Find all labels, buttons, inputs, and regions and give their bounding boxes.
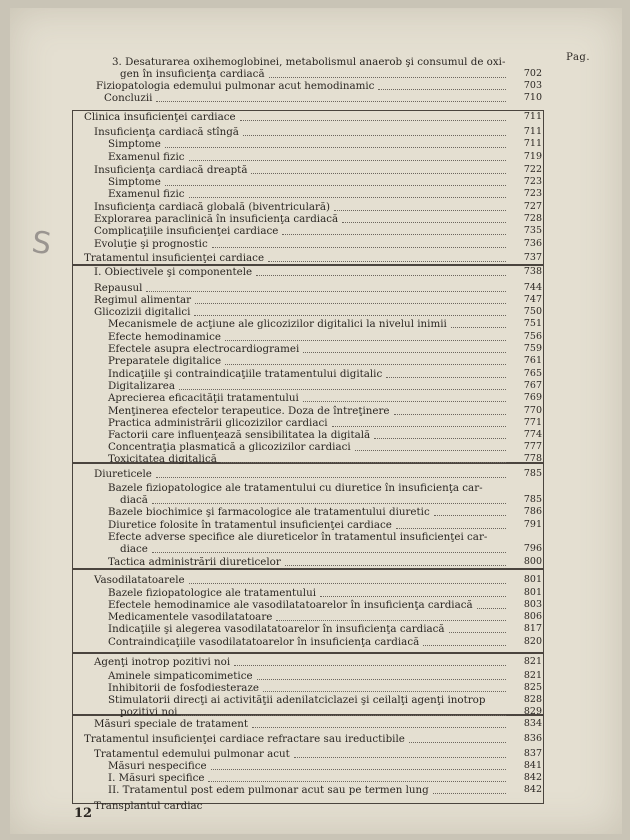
toc-entry (94, 201, 550, 213)
toc-entry (108, 151, 550, 163)
toc-entry-title: Insuficienţa cardiacă dreaptă (94, 164, 248, 176)
toc-entry (108, 331, 550, 343)
toc-entry-title: I. Măsuri specifice (108, 772, 205, 784)
toc-entry (108, 694, 550, 706)
book-page (10, 8, 622, 834)
toc-entry-page: 834 (523, 718, 542, 729)
toc-entry (112, 56, 550, 68)
toc-entry-title: 3. Desaturarea oxihemoglobinei, metabolismul anaerob şi consumul de oxi- (112, 56, 506, 68)
toc-entry-page: 821 (523, 656, 542, 667)
toc-entry-page: 719 (523, 151, 542, 162)
toc-entry-title: Repausul (94, 282, 143, 294)
toc-entry (108, 392, 550, 404)
toc-entry-page: 756 (523, 331, 542, 342)
toc-entry (94, 306, 550, 318)
dot-leader (451, 326, 506, 328)
toc-entry (108, 506, 550, 518)
toc-entry-page: 829 (523, 706, 542, 717)
toc-entry (94, 468, 550, 480)
dot-leader (146, 290, 506, 292)
toc-entry-page: 842 (523, 784, 542, 795)
toc-entry (108, 368, 550, 380)
toc-entry-title: Toxicitatea digitalică (108, 453, 217, 465)
toc-entry-title: Explorarea paraclinică în insuficienţa cardiacă (94, 213, 339, 225)
toc-entry (96, 80, 550, 92)
dot-leader (423, 644, 506, 646)
dot-leader (268, 260, 506, 262)
dot-leader (294, 756, 506, 758)
toc-entry (108, 355, 550, 367)
dot-leader (165, 184, 506, 186)
dot-leader (320, 595, 506, 597)
toc-entry (108, 417, 550, 429)
toc-entry (94, 574, 550, 586)
dot-leader (189, 582, 506, 584)
page-column-header: Pag. (566, 52, 590, 63)
dot-leader (332, 425, 506, 427)
toc-entry-page: 836 (523, 733, 542, 744)
toc-entry-page: 736 (523, 238, 542, 249)
toc-entry-title: Concentraţia plasmatică a glicozizilor cardiaci (108, 441, 351, 453)
toc-entry (108, 682, 550, 694)
toc-entry-page: 771 (523, 417, 542, 428)
dot-leader (234, 664, 506, 666)
toc-entry (94, 126, 550, 138)
toc-entry-page: 820 (523, 636, 542, 647)
toc-entry (94, 164, 550, 176)
toc-entry-page: 711 (523, 126, 542, 137)
toc-entry-page: 711 (523, 111, 542, 122)
toc-entry-title: Bazele fiziopatologice ale tratamentului cu diuretice în insuficienţa car- (108, 482, 483, 494)
toc-entry-title: Bazele fiziopatologice ale tratamentului (108, 587, 316, 599)
toc-entry (120, 494, 550, 506)
dot-leader (189, 196, 506, 198)
table-of-contents (10, 8, 622, 834)
toc-entry (108, 587, 550, 599)
toc-entry (108, 176, 550, 188)
toc-entry-title: Efectele hemodinamice ale vasodilatatoarelor în insuficienţa cardiacă (108, 599, 473, 611)
toc-entry (108, 670, 550, 682)
toc-entry-title: Bazele biochimice şi farmacologice ale tratamentului diuretic (108, 506, 430, 518)
toc-entry (108, 405, 550, 417)
toc-entry-title: Vasodilatatoarele (94, 574, 185, 586)
toc-entry-title: diace (120, 543, 148, 555)
toc-entry-page: 770 (523, 405, 542, 416)
toc-entry-title: Simptome (108, 138, 161, 150)
toc-entry-page: 711 (523, 138, 542, 149)
toc-entry-page: 806 (523, 611, 542, 622)
dot-leader (195, 302, 506, 304)
toc-entry-title: Aminele simpaticomimetice (108, 670, 253, 682)
toc-entry-page: 710 (523, 92, 542, 103)
toc-entry-page: 841 (523, 760, 542, 771)
dot-leader (225, 363, 506, 365)
toc-entry (84, 252, 550, 264)
dot-leader (252, 726, 506, 728)
dot-leader (263, 690, 506, 692)
toc-entry (94, 282, 550, 294)
toc-entry-page: 728 (523, 213, 542, 224)
toc-entry-title: Examenul fizic (108, 151, 185, 163)
toc-entry-page: 796 (523, 543, 542, 554)
toc-entry-title: Preparatele digitalice (108, 355, 222, 367)
toc-entry-page: 761 (523, 355, 542, 366)
toc-entry (84, 111, 550, 123)
dot-leader (378, 88, 506, 90)
dot-leader (396, 527, 506, 529)
toc-entry-title: Tratamentul edemului pulmonar acut (94, 748, 290, 760)
toc-entry-title: Factorii care influenţează sensibilitatea la digitală (108, 429, 371, 441)
toc-entry-title: Evoluţie şi prognostic (94, 238, 208, 250)
toc-entry (108, 318, 550, 330)
toc-entry-title: Practica administrării glicozizilor cardiaci (108, 417, 328, 429)
toc-entry-title: Insuficienţa cardiacă stîngă (94, 126, 239, 138)
toc-entry-title: Complicaţiile insuficienţei cardiace (94, 225, 279, 237)
toc-entry (120, 543, 550, 555)
toc-entry-title: Concluzii (104, 92, 153, 104)
toc-entry (108, 556, 550, 568)
toc-entry-title: Regimul alimentar (94, 294, 192, 306)
toc-entry-title: Medicamentele vasodilatatoare (108, 611, 273, 623)
toc-entry-page: 842 (523, 772, 542, 783)
dot-leader (156, 476, 506, 478)
toc-entry-title: I. Obiectivele şi componentele (94, 266, 253, 278)
toc-entry-page: 777 (523, 441, 542, 452)
toc-entry-page: 765 (523, 368, 542, 379)
dot-leader (374, 437, 506, 439)
toc-entry (94, 656, 550, 668)
toc-entry-page: 769 (523, 392, 542, 403)
dot-leader (342, 221, 506, 223)
toc-entry (108, 772, 550, 784)
toc-entry-title: Aprecierea eficacităţii tratamentului (108, 392, 299, 404)
toc-entry-title: Insuficienţa cardiacă globală (biventriculară) (94, 201, 331, 213)
toc-entry-title: pozitivi noi (120, 706, 178, 718)
toc-entry-title: Menţinerea efectelor terapeutice. Doza de întreţinere (108, 405, 390, 417)
dot-leader (256, 274, 506, 276)
toc-entry-page: 735 (523, 225, 542, 236)
toc-entry-page: 747 (523, 294, 542, 305)
toc-entry-title: Indicaţiile şi contraindicaţiile tratamentului digitalic (108, 368, 383, 380)
toc-entry (108, 343, 550, 355)
dot-leader (257, 678, 506, 680)
toc-entry-page: 759 (523, 343, 542, 354)
toc-entry-page: 738 (523, 266, 542, 277)
toc-entry-page: 801 (523, 574, 542, 585)
toc-entry-title: Contraindicaţiile vasodilatatoarelor în insuficienţa cardiacă (108, 636, 420, 648)
dot-leader (276, 619, 506, 621)
toc-entry-title: Tratamentul insuficienţei cardiace (84, 252, 265, 264)
toc-entry (94, 225, 550, 237)
toc-entry-title: Examenul fizic (108, 188, 185, 200)
dot-leader (394, 413, 507, 415)
toc-entry (120, 68, 550, 80)
toc-entry-page: 817 (523, 623, 542, 634)
dot-leader (386, 376, 506, 378)
dot-leader (409, 741, 506, 743)
dot-leader (152, 502, 506, 504)
toc-entry (108, 188, 550, 200)
toc-entry-title: Măsuri nespecifice (108, 760, 207, 772)
toc-entry-title: Inhibitorii de fosfodiesteraze (108, 682, 259, 694)
toc-entry-title: Efecte hemodinamice (108, 331, 221, 343)
toc-entry (108, 623, 550, 635)
toc-entry-page: 828 (523, 694, 542, 705)
toc-entry (120, 706, 550, 718)
page-number: 12 (74, 806, 93, 821)
dot-leader (303, 351, 506, 353)
toc-entry (108, 453, 550, 465)
dot-leader (156, 100, 506, 102)
toc-entry-page: 722 (523, 164, 542, 175)
toc-entry (108, 531, 550, 543)
dot-leader (243, 134, 506, 136)
dot-leader (434, 514, 506, 516)
toc-entry-title: Efecte adverse specifice ale diureticelor în tratamentul insuficienţei car- (108, 531, 488, 543)
toc-entry-page: 723 (523, 188, 542, 199)
toc-entry (84, 733, 550, 745)
dot-leader (433, 792, 506, 794)
toc-entry-page: 727 (523, 201, 542, 212)
toc-entry (108, 760, 550, 772)
toc-entry-title: Mecanismele de acţiune ale glicozizilor digitalici la nivelul inimii (108, 318, 447, 330)
toc-entry-title: Măsuri speciale de tratament (94, 718, 248, 730)
toc-entry-title: Agenţi inotrop pozitivi noi (94, 656, 231, 668)
dot-leader (225, 339, 506, 341)
toc-entry-page: 825 (523, 682, 542, 693)
toc-entry-title: Efectele asupra electrocardiogramei (108, 343, 300, 355)
toc-entry (94, 748, 550, 760)
toc-entry (94, 213, 550, 225)
toc-entry-page: 785 (523, 468, 542, 479)
toc-entry-page: 837 (523, 748, 542, 759)
toc-entry (94, 800, 550, 812)
toc-entry-page: 702 (523, 68, 542, 79)
toc-entry-title: Indicaţiile şi alegerea vasodilatatoarelor în insuficienţa cardiacă (108, 623, 445, 635)
toc-entry-page: 723 (523, 176, 542, 187)
toc-entry (108, 380, 550, 392)
dot-leader (221, 461, 506, 463)
toc-entry (94, 266, 550, 278)
margin-pencil-mark: S (29, 224, 54, 263)
toc-entry-title: Diureticele (94, 468, 152, 480)
toc-entry-title: Clinica insuficienţei cardiace (84, 111, 236, 123)
toc-entry-title: Tactica administrării diureticelor (108, 556, 281, 568)
dot-leader (152, 551, 506, 553)
toc-entry-page: 774 (523, 429, 542, 440)
toc-entry-page: 744 (523, 282, 542, 293)
toc-entry-page: 703 (523, 80, 542, 91)
dot-leader (211, 768, 506, 770)
toc-entry-page: 791 (523, 519, 542, 530)
dot-leader (449, 631, 506, 633)
toc-entry-page: 751 (523, 318, 542, 329)
toc-entry (108, 429, 550, 441)
toc-entry-page: 767 (523, 380, 542, 391)
toc-entry (108, 784, 550, 796)
toc-entry-page: 737 (523, 252, 542, 263)
toc-entry-page: 801 (523, 587, 542, 598)
toc-entry-page: 785 (523, 494, 542, 505)
toc-entry-title: Simptome (108, 176, 161, 188)
dot-leader (251, 172, 506, 174)
toc-entry-title: diacă (120, 494, 148, 506)
toc-entry-title: II. Tratamentul post edem pulmonar acut sau pe termen lung (108, 784, 429, 796)
toc-entry (108, 599, 550, 611)
toc-entry-title: Stimulatorii direcţi ai activităţii adenilatciclazei şi ceilalţi agenţi inotrop (108, 694, 486, 706)
toc-entry-title: Fiziopatologia edemului pulmonar acut hemodinamic (96, 80, 375, 92)
toc-entry-title: Transplantul cardiac (94, 800, 203, 812)
toc-entry (108, 519, 550, 531)
toc-entry-title: gen în insuficienţa cardiacă (120, 68, 265, 80)
toc-entry (108, 482, 550, 494)
toc-entry-page: 750 (523, 306, 542, 317)
toc-entry (94, 294, 550, 306)
toc-entry-title: Glicozizii digitalici (94, 306, 191, 318)
toc-entry-page: 821 (523, 670, 542, 681)
dot-leader (181, 714, 506, 716)
dot-leader (303, 400, 506, 402)
dot-leader (334, 209, 506, 211)
dot-leader (269, 76, 506, 78)
dot-leader (208, 780, 506, 782)
dot-leader (212, 246, 506, 248)
toc-entry-page: 800 (523, 556, 542, 567)
toc-entry (94, 718, 550, 730)
toc-entry-page: 786 (523, 506, 542, 517)
toc-entry-page: 803 (523, 599, 542, 610)
toc-entry-title: Tratamentul insuficienţei cardiace refractare sau ireductibile (84, 733, 405, 745)
dot-leader (189, 159, 506, 161)
dot-leader (165, 146, 506, 148)
toc-entry (108, 611, 550, 623)
dot-leader (285, 564, 506, 566)
dot-leader (194, 314, 506, 316)
toc-entry (108, 441, 550, 453)
toc-entry (108, 138, 550, 150)
toc-entry-page: 778 (523, 453, 542, 464)
toc-entry (108, 636, 550, 648)
toc-entry-title: Digitalizarea (108, 380, 176, 392)
dot-leader (179, 388, 506, 390)
dot-leader (477, 607, 506, 609)
toc-entry-title: Diuretice folosite în tratamentul insuficienţei cardiace (108, 519, 392, 531)
dot-leader (240, 119, 506, 121)
toc-entry (94, 238, 550, 250)
toc-entry (104, 92, 550, 104)
dot-leader (355, 449, 506, 451)
dot-leader (282, 233, 506, 235)
